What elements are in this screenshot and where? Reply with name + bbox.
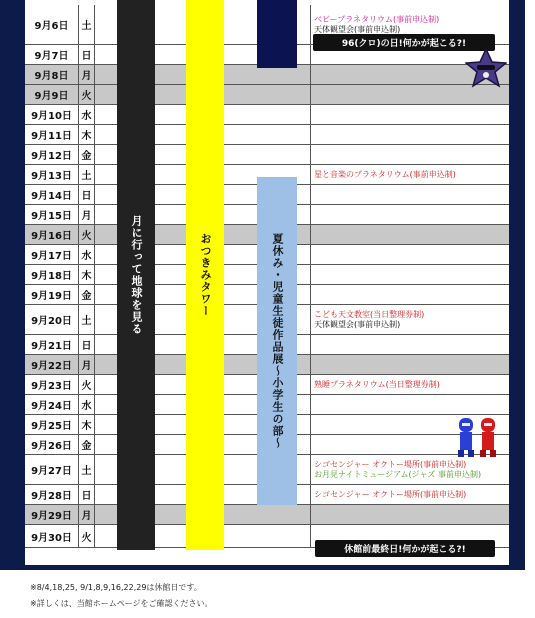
row-weekday: 木	[79, 415, 95, 434]
row-date: 9月12日	[25, 145, 79, 164]
row-date: 9月11日	[25, 125, 79, 144]
row-date: 9月16日	[25, 225, 79, 244]
summer-exhibit-bar	[257, 177, 297, 505]
row-date: 9月28日	[25, 485, 79, 504]
row-weekday: 金	[79, 285, 95, 304]
row-events	[310, 185, 509, 204]
row-weekday: 火	[79, 525, 95, 547]
footnote-website: ※詳しくは、当館ホームページをご確認ください。	[30, 599, 213, 608]
row-events	[310, 505, 509, 524]
row-events	[310, 285, 509, 304]
row-weekday: 土	[79, 455, 95, 484]
row-events	[310, 335, 509, 354]
moon-exhibit-bar	[117, 0, 155, 550]
table-row	[25, 125, 509, 145]
row-weekday: 木	[79, 125, 95, 144]
event-item: 熟睡プラネタリウム(当日整理券制)	[314, 379, 440, 389]
row-weekday: 月	[79, 65, 95, 84]
row-date: 9月10日	[25, 105, 79, 124]
row-date: 9月23日	[25, 375, 79, 394]
row-events	[310, 395, 509, 414]
event-item: シゴセンジャー オクトー場所(事前申込制)	[314, 489, 467, 499]
row-date: 9月7日	[25, 45, 79, 64]
star-mascot-icon	[465, 48, 507, 88]
row-events	[310, 145, 509, 164]
row-weekday: 月	[79, 355, 95, 374]
row-date: 9月26日	[25, 435, 79, 454]
row-weekday: 日	[79, 335, 95, 354]
table-row	[25, 505, 509, 525]
tower-exhibit-bar	[186, 0, 224, 550]
event-item: シゴセンジャー オクトー場所(事前申込制)	[314, 459, 467, 469]
event-item: お月見ナイトミュージアム(ジャズ 事前申込制)	[314, 469, 482, 479]
row-events	[310, 305, 509, 334]
row-weekday: 月	[79, 505, 95, 524]
row-date: 9月8日	[25, 65, 79, 84]
summer-exhibit-label: 夏休み・児童生徒作品展〜小学生の部〜	[271, 233, 284, 449]
row-date: 9月29日	[25, 505, 79, 524]
footnote-closed-days: ※8/4,18,25, 9/1,8,9,16,22,29は休館日です。	[30, 583, 202, 592]
row-events	[310, 375, 509, 394]
row-events	[310, 355, 509, 374]
row-weekday: 日	[79, 185, 95, 204]
row-weekday: 土	[79, 305, 95, 334]
row-date: 9月18日	[25, 265, 79, 284]
row-date: 9月25日	[25, 415, 79, 434]
event-item: こども天文教室(当日整理券制)	[314, 309, 425, 319]
row-date: 9月14日	[25, 185, 79, 204]
table-row	[25, 65, 509, 85]
row-weekday: 水	[79, 105, 95, 124]
row-date: 9月20日	[25, 305, 79, 334]
tower-exhibit-label: おつきみタワー	[199, 233, 212, 317]
last-day-callout: 休館前最終日!何かが起こる?!	[315, 540, 495, 557]
row-weekday: 火	[79, 85, 95, 104]
row-date: 9月30日	[25, 525, 79, 547]
row-weekday: 木	[79, 265, 95, 284]
row-events	[310, 165, 509, 184]
row-weekday: 火	[79, 375, 95, 394]
row-date: 9月6日	[25, 5, 79, 44]
event-item: ベビープラネタリウム(事前申込制)	[314, 14, 440, 24]
row-date: 9月21日	[25, 335, 79, 354]
row-events	[310, 265, 509, 284]
row-events	[310, 455, 509, 484]
event-item: 天体観望会(事前申込制)	[314, 24, 401, 34]
row-weekday: 水	[79, 395, 95, 414]
row-date: 9月22日	[25, 355, 79, 374]
row-events	[310, 485, 509, 504]
row-date: 9月27日	[25, 455, 79, 484]
row-date: 9月9日	[25, 85, 79, 104]
kuro-day-callout: 96(クロ)の日!何かが起こる?!	[313, 34, 495, 51]
moon-exhibit-label: 月に行って地球を見る	[130, 215, 143, 335]
row-events	[310, 105, 509, 124]
event-item: 天体観望会(事前申込制)	[314, 319, 401, 329]
row-date: 9月17日	[25, 245, 79, 264]
row-weekday: 土	[79, 165, 95, 184]
row-events	[310, 205, 509, 224]
row-date: 9月19日	[25, 285, 79, 304]
row-date: 9月24日	[25, 395, 79, 414]
event-item: 星と音楽のプラネタリウム(事前申込制)	[314, 169, 456, 179]
row-date: 9月13日	[25, 165, 79, 184]
row-weekday: 日	[79, 45, 95, 64]
table-row	[25, 85, 509, 105]
table-row	[25, 145, 509, 165]
dark-exhibit-block	[257, 0, 297, 68]
row-weekday: 金	[79, 145, 95, 164]
row-weekday: 火	[79, 225, 95, 244]
row-events	[310, 225, 509, 244]
row-weekday: 金	[79, 435, 95, 454]
row-weekday: 土	[79, 5, 95, 44]
row-weekday: 月	[79, 205, 95, 224]
row-weekday: 日	[79, 485, 95, 504]
row-events	[310, 125, 509, 144]
row-date: 9月15日	[25, 205, 79, 224]
row-events	[310, 245, 509, 264]
row-weekday: 水	[79, 245, 95, 264]
table-row	[25, 105, 509, 125]
hero-characters-icon	[455, 414, 503, 458]
